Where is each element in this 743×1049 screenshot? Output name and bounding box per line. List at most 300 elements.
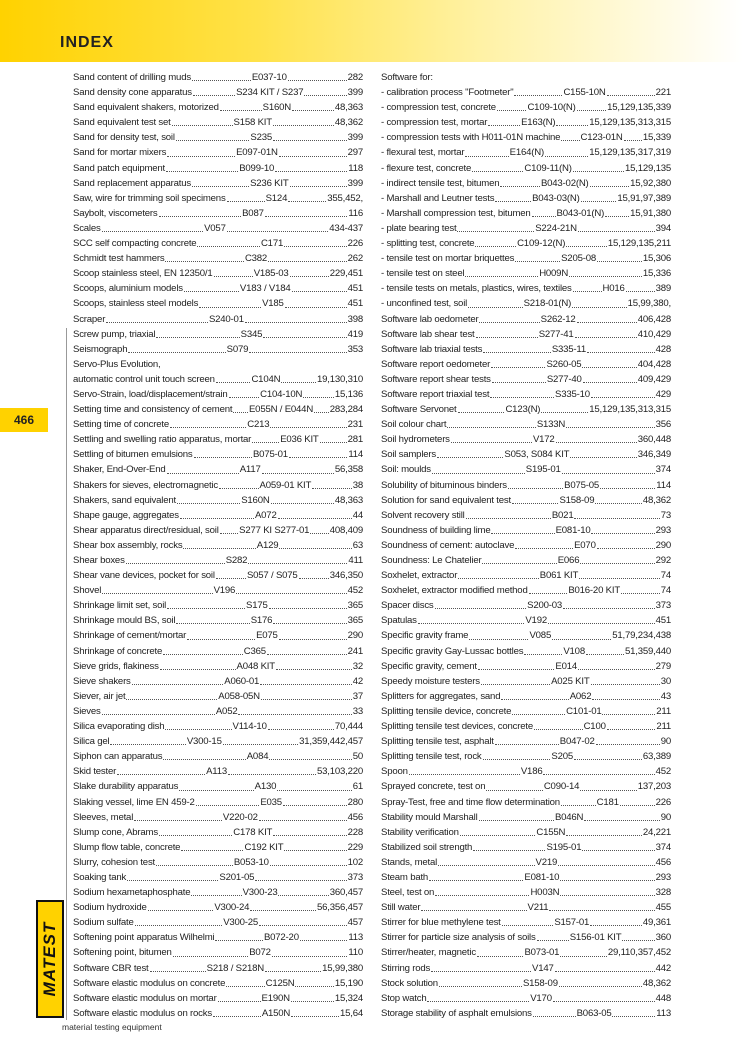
dot-leader xyxy=(612,1016,655,1017)
entry-code: E081-10 xyxy=(524,871,560,883)
index-entry xyxy=(73,85,363,100)
entry-code: C125N xyxy=(265,977,295,989)
index-entry xyxy=(73,417,363,432)
dot-leader xyxy=(574,518,659,519)
entry-pages: 394 xyxy=(655,222,671,234)
entry-code: V185-03 xyxy=(253,268,289,280)
entry-name: Sodium hexametaphosphate xyxy=(73,887,191,899)
entry-code: S158 KIT xyxy=(233,117,272,129)
logo-text: MATEST xyxy=(40,921,59,997)
entry-name: Soundness of cement: autoclave xyxy=(381,539,515,551)
index-entry xyxy=(73,145,363,160)
entry-pages: 281 xyxy=(347,434,363,446)
index-entry xyxy=(73,342,363,357)
index-entry xyxy=(381,70,671,85)
dot-leader xyxy=(469,639,528,640)
entry-pages: 15,129,135,211 xyxy=(607,238,671,250)
dot-leader xyxy=(561,805,596,806)
entry-code: B072 xyxy=(249,947,271,959)
dot-leader xyxy=(491,367,545,368)
dot-leader xyxy=(580,790,637,791)
dot-leader xyxy=(483,759,551,760)
dot-leader xyxy=(218,1001,261,1002)
index-entry xyxy=(381,447,671,462)
entry-name: Stabilized soil strength xyxy=(381,841,473,853)
entry-name: Shear boxes xyxy=(73,555,125,566)
entry-name: Spacer discs xyxy=(381,600,434,612)
dot-leader xyxy=(259,820,347,821)
entry-pages: 53,103,220 xyxy=(317,766,363,778)
index-entry xyxy=(73,719,363,734)
index-entry xyxy=(381,402,671,417)
index-entry xyxy=(73,70,363,85)
index-entry xyxy=(73,221,363,236)
entry-code: E164(N) xyxy=(509,147,544,159)
dot-leader xyxy=(191,895,241,896)
dot-leader xyxy=(261,699,352,700)
entry-name: Scales xyxy=(73,222,101,234)
entry-name: Steam bath xyxy=(381,871,429,883)
entry-pages: 90 xyxy=(660,736,671,748)
index-entry xyxy=(73,296,363,311)
index-entry xyxy=(73,478,363,493)
entry-name: Shrinkage of concrete xyxy=(73,645,163,657)
index-entry xyxy=(73,945,363,960)
entry-pages: 73 xyxy=(660,509,671,521)
entry-code: C123(N) xyxy=(505,404,541,416)
entry-pages: 406,428 xyxy=(637,313,671,325)
index-entry xyxy=(381,689,671,704)
dot-leader xyxy=(429,880,523,881)
dot-leader xyxy=(273,140,347,141)
entry-name: SCC self compacting concrete xyxy=(73,238,197,250)
entry-name: Software report triaxial test xyxy=(381,388,490,400)
dot-leader xyxy=(263,337,346,338)
entry-code: V300-25 xyxy=(223,917,259,929)
entry-pages: 32 xyxy=(352,660,363,672)
dot-leader xyxy=(495,201,531,202)
entry-code: A129 xyxy=(256,539,279,551)
dot-leader xyxy=(515,548,573,549)
entry-name: Spoon xyxy=(381,766,408,778)
entry-code: V183 / V184 xyxy=(239,283,291,295)
dot-leader xyxy=(176,623,249,624)
dot-leader xyxy=(569,276,642,277)
dot-leader xyxy=(495,744,559,745)
entry-name: - Marshall and Leutner tests xyxy=(381,192,495,204)
entry-name: Software for: xyxy=(381,72,433,83)
dot-leader xyxy=(482,563,556,564)
dot-leader xyxy=(255,880,346,881)
entry-pages: 429 xyxy=(655,388,671,400)
entry-pages: 374 xyxy=(655,841,671,853)
dot-leader xyxy=(270,865,347,866)
entry-name: Still water xyxy=(381,902,421,914)
index-entry xyxy=(381,251,671,266)
dot-leader xyxy=(303,397,334,398)
entry-pages: 373 xyxy=(347,871,363,883)
entry-pages: 290 xyxy=(347,630,363,642)
entry-code: S236 KIT xyxy=(250,177,289,189)
entry-code: B047-02 xyxy=(559,736,595,748)
index-entry xyxy=(73,734,363,749)
dot-leader xyxy=(549,910,654,911)
entry-name: Softening point apparatus Wilhelmi xyxy=(73,932,215,944)
dot-leader xyxy=(620,805,655,806)
entry-code: B043-02(N) xyxy=(540,177,589,189)
dot-leader xyxy=(421,910,526,911)
entry-pages: 262 xyxy=(347,253,363,265)
entry-name: Soaking tank xyxy=(73,871,127,883)
entry-pages: 399 xyxy=(347,177,363,189)
entry-pages: 241 xyxy=(347,645,363,657)
entry-name: Saybolt, viscometers xyxy=(73,207,158,219)
dot-leader xyxy=(508,488,563,489)
dot-leader xyxy=(156,865,233,866)
index-entry xyxy=(381,85,671,100)
index-entry xyxy=(381,100,671,115)
entry-code: S057 / S075 xyxy=(246,570,298,582)
dot-leader xyxy=(216,578,246,579)
entry-code: S345 xyxy=(240,328,263,340)
dot-leader xyxy=(220,110,262,111)
dot-leader xyxy=(577,322,637,323)
dot-leader xyxy=(272,956,348,957)
entry-name: Solution for sand equivalent test xyxy=(381,494,511,506)
index-entry xyxy=(73,357,363,372)
index-entry xyxy=(381,749,671,764)
entry-code: S175 xyxy=(246,600,268,612)
entry-pages: 297 xyxy=(347,147,363,159)
dot-leader xyxy=(177,503,240,504)
dot-leader xyxy=(439,986,522,987)
entry-pages: 15,339 xyxy=(642,132,671,144)
index-entry xyxy=(73,779,363,794)
entry-code: S218 / S218N xyxy=(206,962,264,974)
dot-leader xyxy=(479,322,539,323)
entry-pages: 15,306 xyxy=(642,253,671,265)
entry-name: Software lab oedometer xyxy=(381,313,479,325)
entry-code: C192 KIT xyxy=(244,841,284,853)
entry-pages: 51,79,234,438 xyxy=(612,630,671,642)
entry-code: B075-01 xyxy=(252,449,288,461)
entry-code: C123-01N xyxy=(580,132,623,144)
entry-code: S282 xyxy=(225,555,248,566)
entry-code: S277-41 xyxy=(538,328,574,340)
dot-leader xyxy=(590,186,630,187)
index-entry xyxy=(381,583,671,598)
entry-pages: 15,99,380, xyxy=(627,298,671,310)
dot-leader xyxy=(295,986,333,987)
entry-pages: 290 xyxy=(655,539,671,551)
entry-code: V220-02 xyxy=(222,811,258,823)
entry-name: Scoops, aluminium models xyxy=(73,283,183,295)
entry-name: Slurry, cohesion test xyxy=(73,856,156,868)
index-entry xyxy=(73,100,363,115)
index-entry xyxy=(73,130,363,145)
entry-name: Screw pump, triaxial xyxy=(73,328,156,340)
entry-code: E066 xyxy=(557,555,580,566)
entry-name: Slaking vessel, lime EN 459-2 xyxy=(73,796,195,808)
dot-leader xyxy=(265,971,321,972)
dot-leader xyxy=(590,925,642,926)
dot-leader xyxy=(291,1001,334,1002)
entry-name: automatic control unit touch screen xyxy=(73,373,215,385)
entry-code: V185 xyxy=(262,298,284,310)
index-entry xyxy=(381,885,671,900)
entry-pages: 293 xyxy=(655,524,671,536)
dot-leader xyxy=(279,156,347,157)
entry-name: Solvent recovery still xyxy=(381,509,465,521)
dot-leader xyxy=(532,216,556,217)
entry-code: V300-15 xyxy=(186,736,222,748)
entry-pages: 408,409 xyxy=(329,524,363,536)
entry-pages: 15,92,380 xyxy=(630,177,671,189)
index-entry xyxy=(381,312,671,327)
dot-leader xyxy=(592,699,659,700)
entry-name: Solubility of bituminous binders xyxy=(381,479,507,491)
dot-leader xyxy=(179,790,253,791)
entry-name: Scraper xyxy=(73,313,106,325)
dot-leader xyxy=(279,639,347,640)
entry-code: E035 xyxy=(260,796,282,808)
entry-name: - tensile test on steel xyxy=(381,268,465,280)
entry-pages: 365 xyxy=(347,600,363,612)
page-number: 466 xyxy=(13,413,35,427)
entry-name: Stirrer/heater, magnetic xyxy=(381,947,476,959)
dot-leader xyxy=(262,473,334,474)
index-entry xyxy=(381,553,671,568)
entry-pages: 226 xyxy=(655,796,671,808)
dot-leader xyxy=(172,125,233,126)
index-entry xyxy=(381,462,671,477)
dot-leader xyxy=(475,246,516,247)
entry-code: C171 xyxy=(260,238,284,250)
entry-name: Sleeves, metal xyxy=(73,811,134,823)
entry-name: Setting time and consistency of cement xyxy=(73,404,233,416)
entry-name: Soil samplers xyxy=(381,449,436,461)
index-entry xyxy=(73,900,363,915)
index-entry xyxy=(381,357,671,372)
dot-leader xyxy=(578,231,655,232)
dot-leader xyxy=(156,337,239,338)
entry-name: Sand content of drilling muds xyxy=(73,72,191,83)
entry-code: E163(N) xyxy=(521,117,556,129)
index-entry xyxy=(73,161,363,176)
entry-name: Specific gravity, cement xyxy=(381,660,477,672)
index-entry xyxy=(73,644,363,659)
index-entry xyxy=(381,176,671,191)
entry-code: B061 KIT xyxy=(539,570,579,582)
entry-pages: 279 xyxy=(655,660,671,672)
entry-code: S234 KIT / S237 xyxy=(236,87,304,99)
dot-leader xyxy=(562,473,655,474)
entry-code: B099-10 xyxy=(239,162,275,174)
dot-leader xyxy=(284,246,347,247)
dot-leader xyxy=(465,276,538,277)
dot-leader xyxy=(268,261,347,262)
index-entry xyxy=(73,825,363,840)
index-entry xyxy=(381,1006,671,1021)
entry-code: A062 xyxy=(569,690,592,702)
entry-code: A060-01 xyxy=(224,675,260,687)
entry-name: Specific gravity frame xyxy=(381,630,469,642)
entry-pages: 15,324 xyxy=(334,992,363,1004)
dot-leader xyxy=(582,850,654,851)
index-entry xyxy=(73,402,363,417)
index-entry xyxy=(381,161,671,176)
entry-name: Storage stability of asphalt emulsions xyxy=(381,1007,532,1019)
dot-leader xyxy=(106,322,208,323)
index-entry xyxy=(73,628,363,643)
entry-code: A052 xyxy=(215,705,238,717)
entry-pages: 229 xyxy=(347,841,363,853)
entry-pages: 110 xyxy=(348,947,363,959)
dot-leader xyxy=(491,533,554,534)
entry-pages: 229,451 xyxy=(329,268,363,280)
index-entry xyxy=(381,417,671,432)
entry-pages: 231 xyxy=(347,419,363,431)
entry-pages: 360 xyxy=(655,932,671,944)
index-entry xyxy=(381,855,671,870)
entry-code: C365 xyxy=(243,645,266,657)
index-entry xyxy=(73,583,363,598)
index-column-right xyxy=(381,70,671,1021)
entry-name: Soundness of building lime xyxy=(381,524,491,536)
entry-name: Shovel xyxy=(73,585,102,597)
dot-leader xyxy=(260,684,352,685)
index-entry xyxy=(73,281,363,296)
index-entry xyxy=(381,221,671,236)
dot-leader xyxy=(165,261,244,262)
entry-code: S160N xyxy=(241,494,270,506)
index-entry xyxy=(381,900,671,915)
dot-leader xyxy=(437,457,503,458)
dot-leader xyxy=(560,956,607,957)
entry-code: V300-24 xyxy=(214,902,250,914)
dot-leader xyxy=(187,639,255,640)
index-entry xyxy=(73,840,363,855)
dot-leader xyxy=(288,80,347,81)
index-entry xyxy=(381,432,671,447)
dot-leader xyxy=(132,684,224,685)
entry-code: H016 xyxy=(602,283,625,295)
entry-name: Software elastic modulus on concrete xyxy=(73,977,226,989)
dot-leader xyxy=(560,895,654,896)
dot-leader xyxy=(192,80,251,81)
entry-code: V147 xyxy=(532,962,554,974)
entry-name: Shear vane devices, pocket for soil xyxy=(73,570,215,582)
entry-pages: 48,362 xyxy=(642,494,671,506)
entry-name: Seismograph xyxy=(73,343,128,355)
entry-name: Shrinkage limit set, soil xyxy=(73,600,167,612)
dot-leader xyxy=(252,442,279,443)
entry-name: Sand patch equipment xyxy=(73,162,166,174)
entry-code: S277 KI S277-01 xyxy=(239,524,310,536)
entry-code: S335-10 xyxy=(555,388,590,400)
dot-leader xyxy=(552,639,611,640)
entry-code: B073-01 xyxy=(524,947,560,959)
entry-pages: 56,358 xyxy=(334,464,363,476)
dot-leader xyxy=(597,548,655,549)
entry-name: Soil: moulds xyxy=(381,464,431,476)
dot-leader xyxy=(574,759,642,760)
entry-name: Software report oedometer xyxy=(381,358,491,370)
entry-pages: 434-437 xyxy=(329,222,363,234)
entry-code: S124 xyxy=(265,192,288,204)
dot-leader xyxy=(578,669,655,670)
entry-name: Slake durability apparatus xyxy=(73,781,179,793)
dot-leader xyxy=(559,986,642,987)
entry-name: - tensile tests on metals, plastics, wires, textiles xyxy=(381,283,572,295)
index-entry xyxy=(73,810,363,825)
dot-leader xyxy=(476,337,538,338)
dot-leader xyxy=(314,412,329,413)
entry-name: Servo-Plus Evolution, xyxy=(73,358,161,370)
entry-name: Sand replacement apparatus xyxy=(73,177,192,189)
entry-name: Stop watch xyxy=(381,992,427,1004)
entry-pages: 118 xyxy=(348,162,363,174)
dot-leader xyxy=(622,940,654,941)
dot-leader xyxy=(167,473,239,474)
dot-leader xyxy=(159,835,232,836)
entry-pages: 280 xyxy=(347,796,363,808)
entry-pages: 15,190 xyxy=(334,977,363,989)
dot-leader xyxy=(273,835,346,836)
dot-leader xyxy=(165,729,231,730)
dot-leader xyxy=(312,488,352,489)
dot-leader xyxy=(512,503,559,504)
entry-code: V211 xyxy=(527,902,549,914)
dot-leader xyxy=(229,397,260,398)
entry-code: V057 xyxy=(204,222,226,234)
entry-name: Sand equivalent shakers, motorized xyxy=(73,102,219,114)
entry-name: Shaker, End-Over-End xyxy=(73,464,166,476)
entry-name: Stands, metal xyxy=(381,856,438,868)
dot-leader xyxy=(275,171,347,172)
dot-leader xyxy=(555,971,655,972)
index-entry xyxy=(73,598,363,613)
index-entry xyxy=(73,508,363,523)
entry-name: - flexural test, mortar xyxy=(381,147,465,159)
entry-code: V172 xyxy=(532,434,555,446)
dot-leader xyxy=(102,593,212,594)
entry-pages: 74 xyxy=(660,585,671,597)
index-entry xyxy=(73,251,363,266)
entry-pages: 356 xyxy=(655,419,671,431)
index-entry xyxy=(73,704,363,719)
dot-leader xyxy=(128,352,225,353)
dot-leader xyxy=(288,201,326,202)
dot-leader xyxy=(577,110,607,111)
dot-leader xyxy=(478,669,555,670)
dot-leader xyxy=(193,95,235,96)
index-entry xyxy=(381,372,671,387)
entry-pages: 221 xyxy=(655,87,671,99)
entry-pages: 102 xyxy=(347,856,363,868)
entry-name: Software elastic modulus on mortar xyxy=(73,992,217,1004)
index-entry xyxy=(381,644,671,659)
entry-pages: 70,444 xyxy=(334,721,363,733)
index-entry xyxy=(73,236,363,251)
entry-name: Slump flow table, concrete xyxy=(73,841,181,853)
footer-tagline: material testing equipment xyxy=(62,1022,162,1032)
dot-leader xyxy=(572,307,627,308)
dot-leader xyxy=(486,790,543,791)
index-entry xyxy=(73,870,363,885)
dot-leader xyxy=(160,669,236,670)
index-entry xyxy=(381,493,671,508)
